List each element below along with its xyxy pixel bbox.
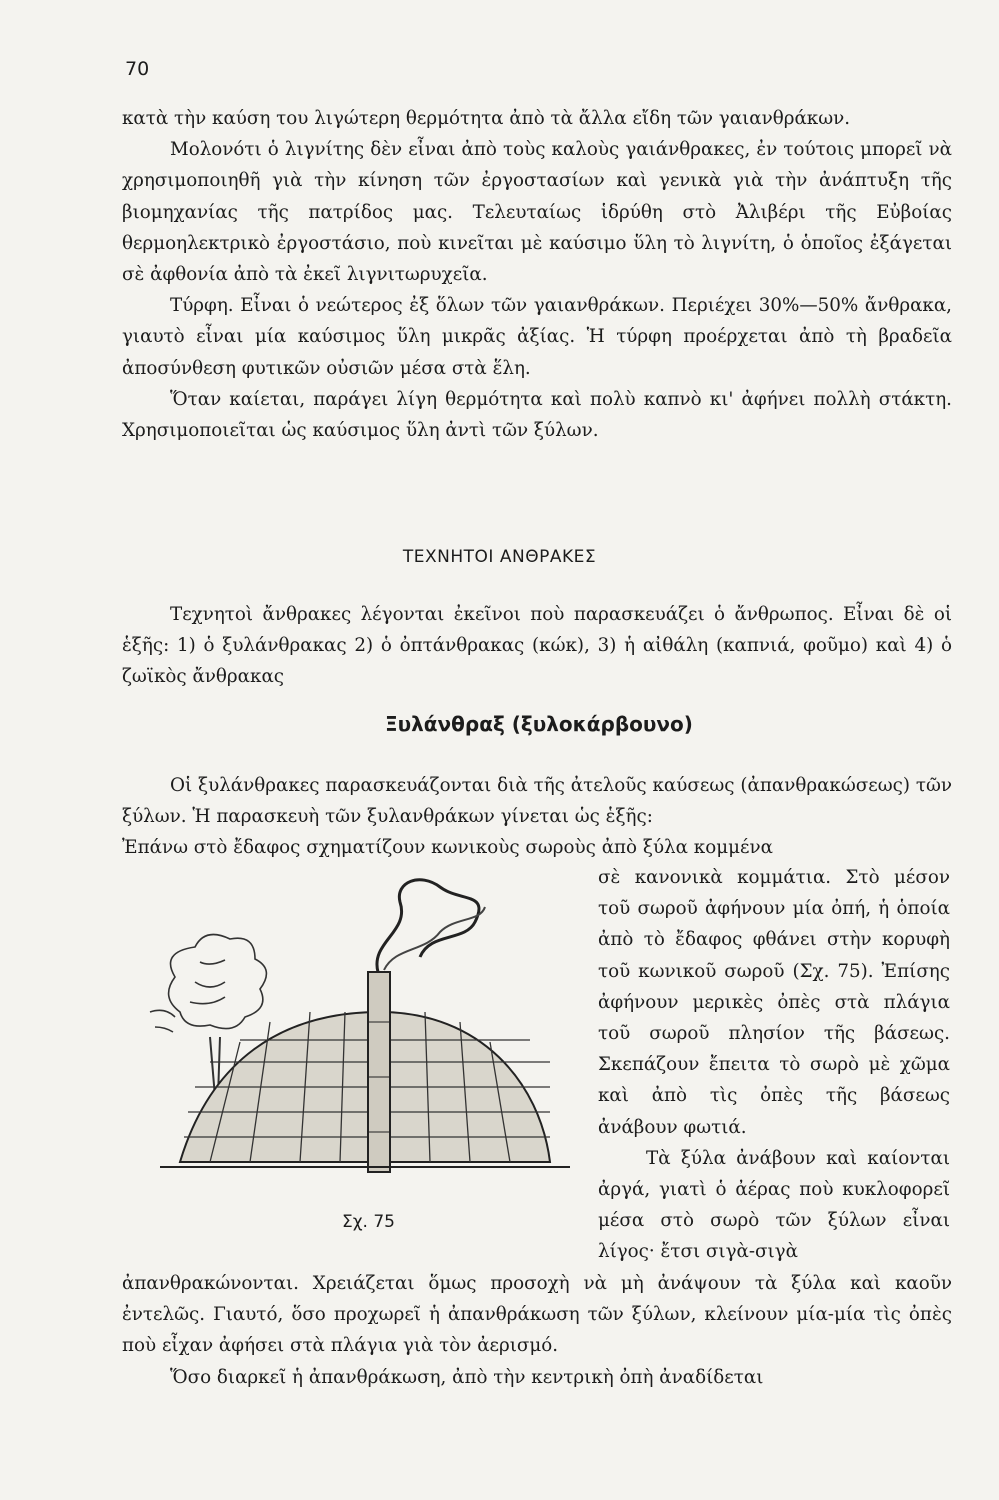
page-number: 70: [125, 58, 150, 80]
paragraph: Ἐπάνω στὸ ἔδαφος σχηματίζουν κωνικοὺς σωροὺς ἀπὸ ξύλα κομμένα: [122, 837, 773, 859]
paragraph: Τὰ ξύλα ἀνάβουν καὶ καίονται ἀργά, γιατὶ ὁ ἀέρας ποὺ κυκλοφορεῖ μέσα στὸ σωρὸ τῶν ξύλων εἶναι λίγος· ἔτσι σιγὰ-σιγὰ: [598, 1147, 950, 1263]
paragraph: Ὅταν καίεται, παράγει λίγη θερμότητα καὶ πολὺ καπνὸ κι' ἀφήνει πολλὴ στάκτη. Χρησιμοποιεῖται ὡς καύσιμος ὕλη ἀντὶ τῶν ξύλων.: [122, 388, 952, 442]
paragraph: Τεχνητοὶ ἄνθρακες λέγονται ἐκεῖνοι ποὺ παρασκευάζει ὁ ἄνθρωπος. Εἶναι δὲ οἱ ἑξῆς: 1) ὁ ξυλάνθρακας 2) ὁ ὀπτάνθρακας (κώκ), 3) ἡ αἰθάλη (καπνιά, φοῦμο) καὶ 4) ὁ ζωϊκὸς ἄνθρακας: [122, 604, 952, 688]
paragraph: κατὰ τὴν καύση του λιγώτερη θερμότητα ἀπὸ τὰ ἄλλα εἴδη τῶν γαιανθράκων.: [122, 108, 851, 129]
charcoal-kiln-illustration: [140, 862, 585, 1202]
figure-charcoal-kiln: [140, 862, 585, 1222]
artificial-coal-text: [122, 599, 952, 693]
paragraph: ἀπανθρακώνονται. Χρειάζεται ὅμως προσοχὴ νὰ μὴ ἀνάψουν τὰ ξύλα καὶ καοῦν ἐντελῶς. Γιαυτό, ὅσο προχωρεῖ ἡ ἀπανθράκωση τῶν ξύλων, κλείνουν μία-μία τὶς ὀπὲς ποὺ εἶχαν ἀφήσει στὰ πλάγια γιὰ τὸν ἀερισμό.: [122, 1273, 952, 1357]
intro-text: [122, 103, 952, 446]
paragraph-peat: Τύρφη. Εἶναι ὁ νεώτερος ἐξ ὅλων τῶν γαιανθράκων. Περιέχει 30%—50% ἄνθρακα, γιαυτὸ εἶναι μία καύσιμος ὕλη μικρᾶς ἀξίας. Ἡ τύρφη προέρχεται ἀπὸ τὴ βραδεῖα ἀποσύνθεση φυτικῶν οὐσιῶν μέσα στὰ ἕλη.: [122, 295, 952, 379]
charcoal-intro-text: [122, 770, 952, 864]
subsection-heading: Ξυλάνθραξ (ξυλοκάρβουνο): [385, 712, 693, 736]
figure-caption: Σχ. 75: [342, 1212, 396, 1232]
paragraph: Οἱ ξυλάνθρακες παρασκευάζονται διὰ τῆς ἀτελοῦς καύσεως (ἀπανθρακώσεως) τῶν ξύλων. Ἡ παρασκευὴ τῶν ξυλανθράκων γίνεται ὡς ἑξῆς:: [122, 775, 952, 828]
paragraph: Μολονότι ὁ λιγνίτης δὲν εἶναι ἀπὸ τοὺς καλοὺς γαιάνθρακες, ἐν τούτοις μπορεῖ νὰ χρησιμοποιηθῆ γιὰ τὴν κίνηση τῶν ἐργοστασίων καὶ γενικὰ γιὰ τὴν ἀνάπτυξη τῆς βιομηχανίας τῆς πατρίδος μας. Τελευταίως ἱδρύθη στὸ Ἀλιβέρι τῆς Εὐβοίας θερμοηλεκτρικὸ ἐργοστάσιο, ποὺ κινεῖται μὲ καύσιμο ὕλη τὸ λιγνίτη, ὁ ὁποῖος ἐξάγεται σὲ ἀφθονία ἀπὸ τὰ ἐκεῖ λιγνιτωρυχεῖα.: [122, 139, 952, 286]
section-heading: ΤΕΧΝΗΤΟΙ ΑΝΘΡΑΚΕΣ: [402, 547, 597, 567]
wrapped-text-column: [598, 862, 950, 1268]
paragraph: σὲ κανονικὰ κομμάτια. Στὸ μέσον τοῦ σωροῦ ἀφήνουν μία ὀπή, ἡ ὁποία ἀπὸ τὸ ἔδαφος φθάνει στὴν κορυφὴ τοῦ κωνικοῦ σωροῦ (Σχ. 75). Ἐπίσης ἀφήνουν μερικὲς ὀπὲς στὰ πλάγια τοῦ σωροῦ πλησίον τῆς βάσεως. Σκεπάζουν ἔπειτα τὸ σωρὸ μὲ χῶμα καὶ ἀπὸ τὶς ὀπὲς τῆς βάσεως ἀνάβουν φωτιά.: [598, 867, 950, 1138]
paragraph: Ὅσο διαρκεῖ ἡ ἀπανθράκωση, ἀπὸ τὴν κεντρικὴ ὀπὴ ἀναδίδεται: [170, 1366, 764, 1388]
charcoal-continued-text: [122, 1268, 952, 1393]
